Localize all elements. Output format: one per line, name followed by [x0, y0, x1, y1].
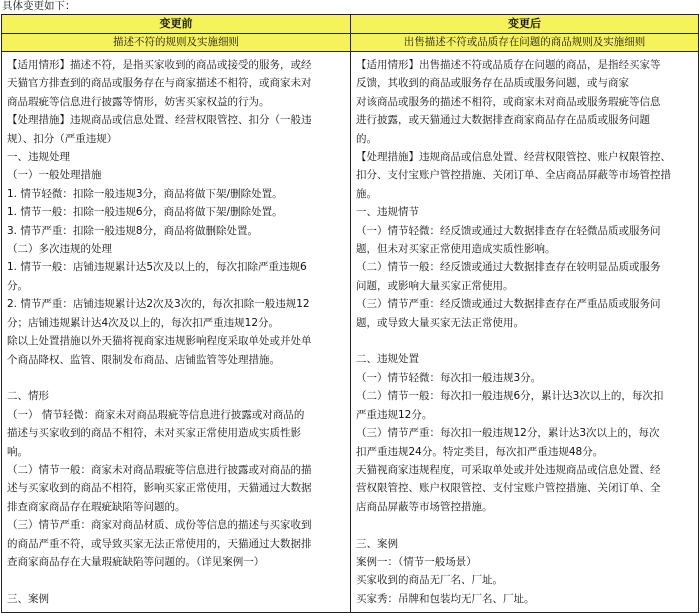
text-line: 3. 情节严重：扣除一般违规8分，商品将做删除处置。: [7, 224, 259, 237]
subheader-row: [2, 34, 699, 52]
text-line: 【适用情形】出售描述不符或品质存在问题的商品，是指经买家等: [356, 59, 661, 71]
header-before: 变更前: [2, 15, 351, 34]
text-line: 二、情形: [7, 390, 49, 403]
text-line: 1. 情节一般：扣除一般违规6分，商品将做下架/删除处置。: [7, 206, 283, 219]
text-line: 分。: [7, 279, 28, 292]
text-line: 分；店铺违规累计达4次及以上的，每次扣严重违规12分。: [7, 316, 280, 329]
text-line: 题，但未对买家正常使用造成实质性影响。: [356, 243, 556, 256]
text-line: （二）情节一般：经反馈或通过大数据排查存在较明显品质或服务: [356, 261, 661, 274]
text-line: （二）情节一般：每次扣一般违规6分，累计达3次以上的，每次扣: [356, 390, 664, 403]
text-line: 的商品严重不符，或导致买家无法正常使用的，天猫通过大数据排: [7, 537, 312, 550]
text-line: 响。: [7, 445, 28, 458]
text-line: 反馈，其收到的商品或服务存在品质或服务问题，或与商家: [356, 77, 629, 90]
text-line: 【适用情形】描述不符，是指买家收到的商品或接受的服务，或经: [7, 59, 312, 71]
text-line: 营权限管控、账户权限管控、支付宝账户管控措施、关闭订单、全: [356, 482, 661, 495]
text-line: 排查商家商品存在瑕疵缺陷等问题的。: [7, 500, 186, 513]
text-line: 查商家商品存在大量瑕疵缺陷等问题的。（详见案例一）: [7, 555, 265, 568]
body-row: [2, 52, 699, 613]
text-line: 严重违规12分。: [356, 408, 433, 421]
intro-text: 具体变更如下：: [2, 0, 76, 12]
text-line: 题，或导致大量买家无法正常使用。: [356, 316, 524, 329]
text-line: 描述与买家收到的商品不相符，未对买家正常使用造成实质性影: [7, 427, 301, 440]
header-after: 变更后: [351, 15, 699, 34]
text-line: 问题，或影响大量买家正常使用。: [356, 279, 514, 292]
text-line: （三）情节严重：每次扣一般违规12分，累计达3次以上的，每次: [356, 427, 660, 440]
subheader-before: 描述不符的规则及实施细则: [2, 34, 351, 52]
text-line: 买家收到的商品无厂名、厂址。: [356, 574, 503, 587]
text-line: （一）情节轻微：经反馈或通过大数据排查存在轻微品质或服务问: [356, 224, 661, 237]
before-cell: [2, 52, 351, 613]
text-line: （三）情节严重：经反馈或通过大数据排查存在严重品质或服务问: [356, 298, 661, 311]
header-row: [2, 15, 699, 34]
text-line: [7, 369, 344, 387]
text-line: 除以上处置措施以外天猫将视商家违规影响程度采取单处或并处单: [7, 335, 312, 348]
text-line: 一、违规情节: [356, 206, 419, 219]
text-line: 对该商品或服务的描述不相符，或商家未对商品或服务瑕疵等信息: [356, 95, 661, 108]
text-line: 扣严重违规24分。特定类目，每次扣严重违规48分。: [356, 445, 604, 458]
text-line: （一）一般处理措施: [7, 169, 102, 182]
text-line: 进行披露，或天猫通过大数据排查商家商品存在品质或服务问题: [356, 114, 650, 127]
text-line: 买家秀：吊牌和包装均无厂名、厂址。: [356, 592, 535, 605]
text-line: 的。: [356, 132, 377, 145]
text-line: 三、案例: [7, 592, 49, 605]
text-line: 【处理措施】违规商品或信息处置、经营权限管控、扣分（一般违: [7, 114, 312, 127]
after-column-text: [351, 52, 698, 608]
text-line: 扣分、支付宝账户管控措施、关闭订单、全店商品屏蔽等市场管控措: [356, 169, 671, 182]
after-cell: [351, 52, 699, 613]
text-line: 【处理措施】违规商品或信息处置、经营权限管控、账户权限管控、: [356, 151, 671, 164]
text-line: 商品瑕疵等信息进行披露等情形，妨害买家权益的行为。: [7, 95, 270, 108]
comparison-table: [1, 14, 699, 613]
text-line: 1. 情节轻微：扣除一般违规3分，商品将做下架/删除处置。: [7, 187, 283, 200]
text-line: 天猫官方排查到的商品或服务存在与商家描述不相符，或商家未对: [7, 77, 312, 90]
text-line: 2. 情节严重：店铺违规累计达2次及3次的，每次扣除一般违规12: [7, 298, 310, 311]
text-line: 案例一：（情节一般场景）: [356, 555, 477, 568]
text-line: [356, 516, 692, 534]
subheader-after: 出售描述不符或品质存在问题的商品规则及实施细则: [351, 34, 699, 52]
text-line: [356, 332, 692, 350]
text-line: 规）、扣分（严重违规）: [7, 132, 118, 145]
text-line: （一）情节轻微：每次扣一般违规3分。: [356, 371, 542, 384]
text-line: 一、违规处理: [7, 151, 70, 164]
text-line: （一） 情节轻微：商家未对商品瑕疵等信息进行披露或对商品的: [7, 408, 305, 421]
text-line: 店商品屏蔽等市场管控措施。: [356, 500, 493, 513]
text-line: 施。: [356, 187, 377, 200]
text-line: （二）情节一般：商家未对商品瑕疵等信息进行披露或对商品的描: [7, 463, 312, 476]
text-line: [7, 571, 344, 589]
text-line: 个商品降权、监管、限制发布商品、店铺监管等处理措施。: [7, 353, 280, 366]
text-line: 二、违规处置: [356, 353, 419, 366]
text-line: 天猫视商家违规程度，可采取单处或并处违规商品或信息处置、经: [356, 463, 661, 476]
text-line: 1. 情节一般：店铺违规累计达5次及以上的，每次扣除严重违规6: [7, 261, 307, 274]
text-line: 述与买家收到的商品不相符，影响买家正常使用，天猫通过大数据: [7, 482, 312, 495]
text-line: （二）多次违规的处理: [7, 243, 112, 256]
text-line: 三、案例: [356, 537, 398, 550]
text-line: （三）情节严重：商家对商品材质、成份等信息的描述与买家收到: [7, 519, 312, 532]
before-column-text: [2, 52, 350, 608]
